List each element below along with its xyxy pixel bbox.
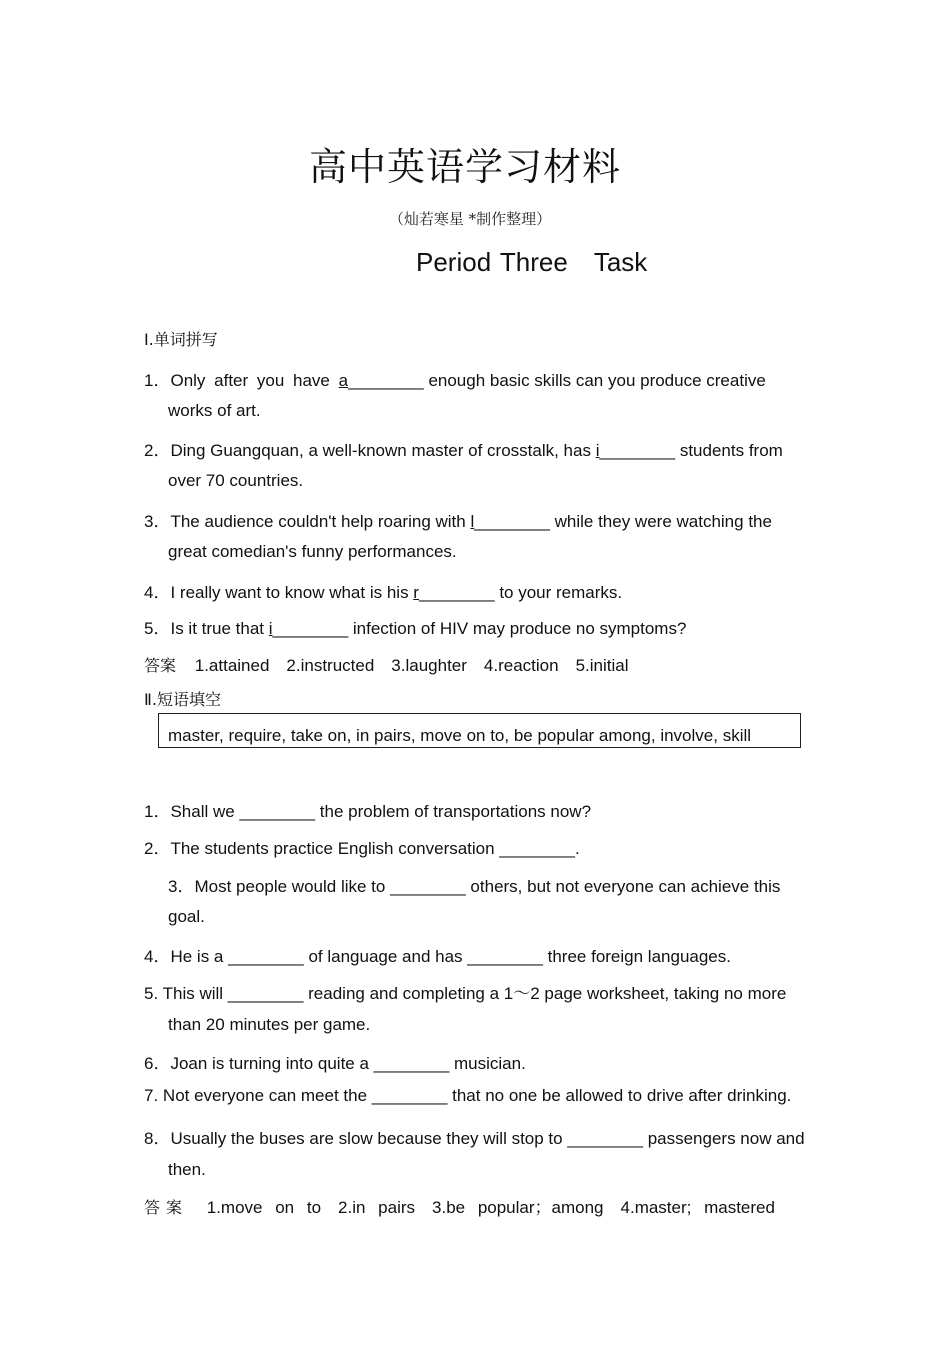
page-subtitle: （灿若寒星 *制作整理） — [388, 210, 552, 228]
s2-item-6-text: Joan is turning into quite a ________ musician. — [170, 1054, 526, 1073]
s1-item-4 — [144, 578, 622, 603]
s2-item-2 — [144, 834, 580, 859]
s1-item-1-cont: works of art. — [168, 401, 261, 420]
lesson-heading: Period Three Task — [416, 247, 648, 277]
s1-item-5-text: Is it true that — [170, 619, 269, 638]
s2-item-2-text: The students practice English conversation ________. — [170, 839, 580, 858]
s1-item-3-text: The audience couldn't help roaring with — [170, 512, 471, 531]
s1-item-3-blank: ________ while they were watching the — [474, 512, 772, 531]
s2-item-8-text: Usually the buses are slow because they will stop to ________ passengers now and — [170, 1129, 805, 1148]
s1-item-1-num: 1． — [144, 371, 171, 390]
s1-answer-text: 1.attained 2.instructed 3.laughter 4.reaction 5.initial — [194, 656, 629, 675]
s2-item-5-cont: than 20 minutes per game. — [168, 1015, 371, 1034]
s2-item-5-text: This will ________ reading and completing a 1～2 page worksheet, taking no more — [162, 984, 787, 1003]
s2-item-8-num: 8． — [144, 1129, 171, 1148]
s1-item-4-text: I really want to know what is his — [170, 583, 414, 602]
s1-item-3-hint: l — [470, 512, 475, 531]
s2-item-6 — [144, 1049, 526, 1074]
s1-item-1-blank: ________ enough basic skills can you produce creative — [348, 371, 766, 390]
s1-item-1-hint: a — [338, 371, 349, 390]
s1-item-3-num: 3． — [144, 512, 171, 531]
s2-item-3-text: Most people would like to ________ others, but not everyone can achieve this — [194, 877, 781, 896]
s2-item-1 — [144, 797, 591, 822]
s2-item-4-num: 4． — [144, 947, 171, 966]
section-1-title: Ⅰ.单词拼写 — [144, 330, 218, 349]
page-title: 高中英语学习材料 — [308, 145, 621, 189]
s2-item-8 — [144, 1124, 805, 1149]
s1-item-2-num: 2． — [144, 441, 171, 460]
s1-item-4-num: 4． — [144, 583, 171, 602]
s2-item-3-num: 3． — [168, 877, 195, 896]
s1-answers — [144, 651, 629, 676]
s2-answer-text: 1.move on to 2.in pairs 3.be popular；among 4.master; mastered — [206, 1198, 775, 1217]
s2-item-8-cont: then. — [168, 1160, 206, 1179]
s1-item-5-hint: i — [268, 619, 273, 638]
s1-item-4-blank: ________ to your remarks. — [418, 583, 623, 602]
s2-answers — [144, 1193, 775, 1218]
s1-answer-label: 答案 — [144, 656, 177, 675]
s1-item-3-cont: great comedian's funny performances. — [168, 542, 457, 561]
s2-item-4 — [144, 942, 731, 967]
s2-item-3 — [168, 872, 780, 897]
s2-item-5 — [144, 979, 786, 1004]
s2-item-6-num: 6． — [144, 1054, 171, 1073]
s1-item-5-num: 5． — [144, 619, 171, 638]
s1-item-2 — [144, 436, 783, 461]
s1-item-1 — [144, 366, 766, 391]
s2-item-7-num: 7. — [144, 1086, 159, 1105]
s1-item-2-hint: i — [595, 441, 600, 460]
s1-item-2-text: Ding Guangquan, a well-known master of crosstalk, has — [170, 441, 596, 460]
s1-item-5 — [144, 614, 686, 639]
s1-item-1-text: Only after you have — [170, 371, 339, 390]
s2-item-5-num: 5. — [144, 984, 159, 1003]
s2-item-7-text: Not everyone can meet the ________ that no one be allowed to drive after drinking. — [162, 1086, 792, 1105]
word-box-text: master, require, take on, in pairs, move on to, be popular among, involve, skill — [168, 726, 752, 745]
s2-item-3-cont: goal. — [168, 907, 205, 926]
s1-item-3 — [144, 507, 772, 532]
s1-item-4-hint: r — [413, 583, 419, 602]
s2-item-1-num: 1． — [144, 802, 171, 821]
s2-item-2-num: 2． — [144, 839, 171, 858]
section-2-title: Ⅱ.短语填空 — [144, 690, 221, 709]
s1-item-2-blank: ________ students from — [599, 441, 783, 460]
s2-item-1-text: Shall we ________ the problem of transportations now? — [170, 802, 592, 821]
s2-item-4-text: He is a ________ of language and has ________ three foreign languages. — [170, 947, 731, 966]
s1-item-5-blank: ________ infection of HIV may produce no symptoms? — [272, 619, 687, 638]
s2-item-7 — [144, 1086, 791, 1106]
s1-item-2-cont: over 70 countries. — [168, 471, 304, 490]
s2-answer-label: 答案 — [144, 1198, 189, 1217]
